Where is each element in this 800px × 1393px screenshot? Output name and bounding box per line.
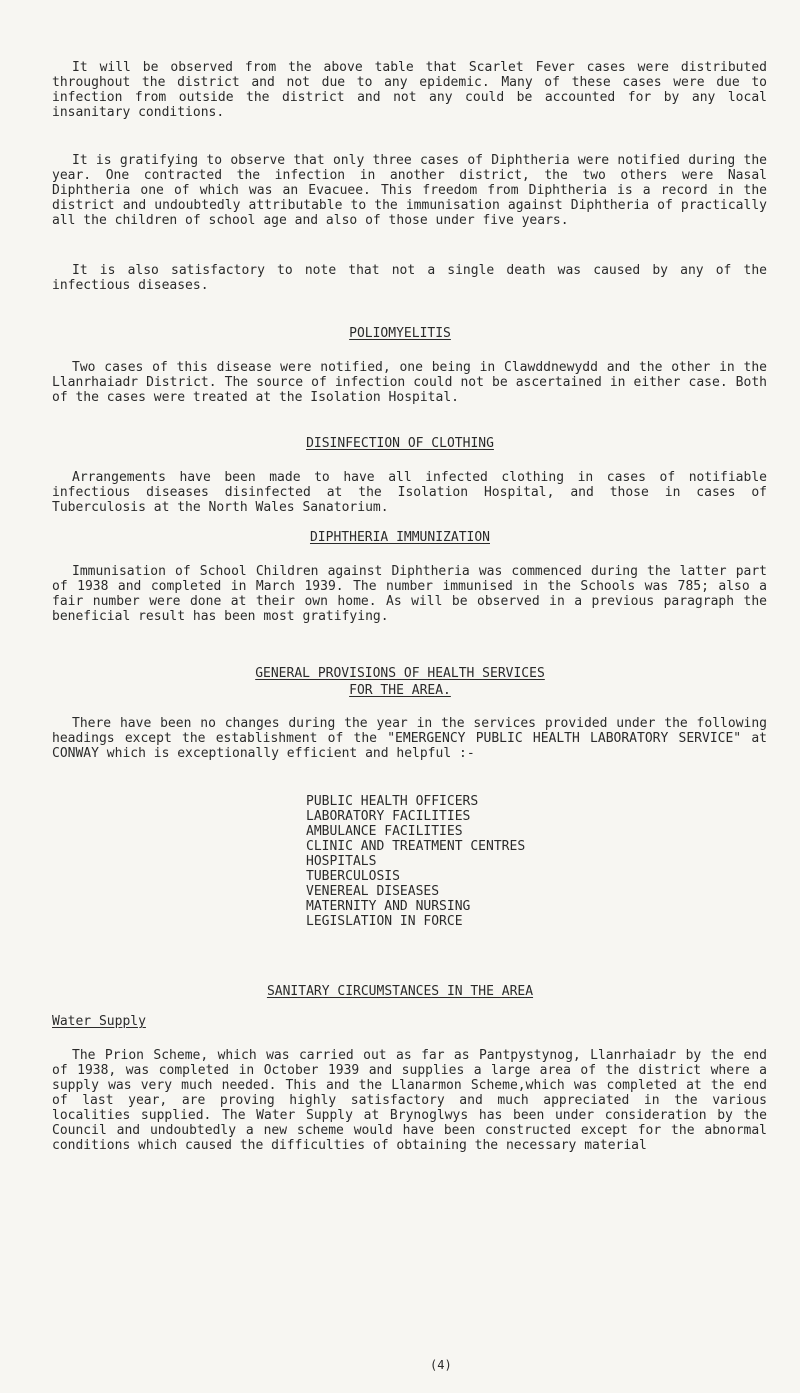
paragraph-poliomyelitis: Two cases of this disease were notified, one being in Clawddnewydd and the other in the Llanrhaiadr District. The source of infection could not be ascertained in either case. Both of the cases were treated at the Isolation Hospital. <box>52 360 767 405</box>
paragraph-no-deaths: It is also satisfactory to note that not a single death was caused by any of the infectious diseases. <box>52 263 767 293</box>
heading-general-provisions: GENERAL PROVISIONS OF HEALTH SERVICES <box>255 666 545 681</box>
list-item: VENEREAL DISEASES <box>306 884 440 899</box>
list-item: TUBERCULOSIS <box>306 869 400 884</box>
list-item: HOSPITALS <box>306 854 377 869</box>
heading-general-provisions-area: FOR THE AREA. <box>349 683 451 698</box>
paragraph-disinfection: Arrangements have been made to have all infected clothing in cases of notifiable infectious diseases disinfected at the Isolation Hospital, and those in cases of Tuberculosis at the North Wales Sanatorium. <box>52 470 767 515</box>
subheading-water-supply: Water Supply <box>52 1014 146 1029</box>
list-item: CLINIC AND TREATMENT CENTRES <box>306 839 526 854</box>
list-item: LABORATORY FACILITIES <box>306 809 471 824</box>
list-item: LEGISLATION IN FORCE <box>306 914 463 929</box>
paragraph-diphtheria: It is gratifying to observe that only three cases of Diphtheria were notified during the year. One contracted the infection in another district, the two others were Nasal Diphtheria one of which was an Evacuee. This freedom from Diphtheria is a record in the district and undoubtedly attributable to the immunisation against Diphtheria of practically all the children of school age and also of those under five years. <box>52 153 767 228</box>
heading-immunization: DIPHTHERIA IMMUNIZATION <box>309 530 490 545</box>
paragraph-general-provisions: There have been no changes during the year in the services provided under the following headings except the establishment of the "EMERGENCY PUBLIC HEALTH LABORATORY SERVICE" at CONWAY which is exceptionally efficient and helpful :- <box>52 716 767 761</box>
list-item: MATERNITY AND NURSING <box>306 899 471 914</box>
list-item: AMBULANCE FACILITIES <box>306 824 463 839</box>
paragraph-scarlet-fever: It will be observed from the above table that Scarlet Fever cases were distributed throughout the district and not due to any epidemic. Many of these cases were due to infection from outside the district and not any could be accounted for by any local insanitary conditions. <box>52 60 767 120</box>
list-item: PUBLIC HEALTH OFFICERS <box>306 794 479 809</box>
heading-disinfection: DISINFECTION OF CLOTHING <box>306 436 494 451</box>
heading-sanitary: SANITARY CIRCUMSTANCES IN THE AREA <box>266 984 534 999</box>
services-list <box>306 794 525 929</box>
page-number: (4) <box>430 1358 452 1372</box>
heading-poliomyelitis: POLIOMYELITIS <box>349 326 451 341</box>
paragraph-immunization: Immunisation of School Children against Diphtheria was commenced during the latter part of 1938 and completed in March 1939. The number immunised in the Schools was 785; also a fair number were done at their own home. As will be observed in a previous paragraph the beneficial result has been most gratifying. <box>52 564 767 624</box>
paragraph-water-supply: The Prion Scheme, which was carried out as far as Pantpystynog, Llanrhaiadr by the end of 1938, was completed in October 1939 and supplies a large area of the district where a supply was very much needed. This and the Llanarmon Scheme,which was completed at the end of last year, are proving highly satisfactory and much appreciated in the various localities supplied. The Water Supply at Brynoglwys has been under consideration by the Council and undoubtedly a new scheme would have been constructed except for the abnormal conditions which caused the difficulties of obtaining the necessary material <box>52 1048 767 1153</box>
